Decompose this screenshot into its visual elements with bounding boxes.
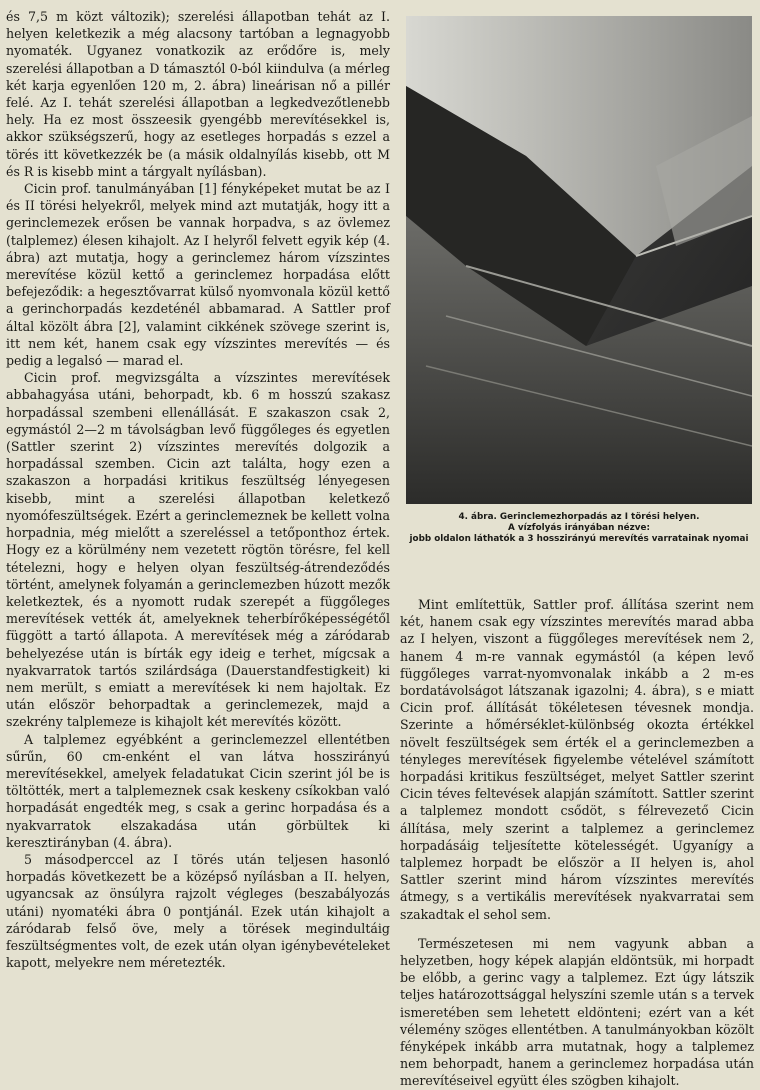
- caption-line: jobb oldalon láthatók a 3 hosszirányú merevítés varratainak nyomai: [409, 534, 749, 544]
- right-text-column: [400, 596, 754, 1090]
- buckled-girder-photo: [406, 16, 752, 504]
- caption-line: 4. ábra. Gerinclemezhorpadás az I törési helyen.: [458, 512, 700, 522]
- paragraph: Mint említettük, Sattler prof. állítása szerint nem két, hanem csak egy vízszintes merevítés marad abba az I helyen, viszont a függőleges merevítések nem 2, hanem 4 m-re vannak egymástól (a képen levő függőleges varrat-nyomvonalak inkább a 2 m-es bordatávolságot látszanak igazolni; 4. ábra), s e miatt Cicin prof. állítását tökéletesen tévesnek mondja. Szerinte a hőmérséklet-különbség okozta értékkel növelt feszültségek sem érték el a gerinclemezben a tényleges merevítések figyelembe vételével számított horpadási kritikus feszültséget, melyet Sattler szerint Cicin téves feltevések alapján számított. Sattler szerint a talplemez mondott csődöt, s félrevezető Cicin állítása, mely szerint a talplemez a gerinclemez horpadásáig teljesítette kötelességét. Ugyanígy a talplemez horpadt be először a II helyen is, ahol Sattler szerint mind három vízszintes merevítés átmegy, s a vertikális merevítések nyakvarratai sem szakadtak el sehol sem.: [400, 597, 754, 922]
- paragraph: Cicin prof. megvizsgálta a vízszintes merevítések abbahagyása utáni, behorpadt, kb. 6 m hosszú szakasz horpadással szembeni ellenállását. E szakaszon csak 2, egymástól 2—2 m távolságban levő függőleges és egyetlen (Sattler szerint 2) vízszintes merevítés dolgozik a horpadással szemben. Cicin azt találta, hogy ezen a szakaszon a horpadási kritikus feszültség lényegesen kisebb, mint a szerelési állapotban keletkező nyomófeszültségek. Ezért a gerinclemeznek be kellett volna horpadnia, még mielőtt a szereléssel a tetőponthoz értek. Hogy ez a körülmény nem vezetett rögtön törésre, fel kell tételezni, hogy e helyen olyan feszültség-átrendeződés történt, amelynek folyamán a gerinclemezben húzott mezők keletkeztek, és a nyomott rudak szerepét a függőleges merevítések vették át, amelyeknek teherbírőképességétől függött a tartó állapota. A merevítések még a záródarab behelyezése után is bírták egy ideig e terhet, mígcsak a nyakvarratok tartós szilárdsága (Dauerstandfestigkeit) ki nem merült, s emiatt a merevítések ki nem hajoltak. Ez után először behorpadtak a gerinclemezek, majd a szekrény talplemeze is kihajolt két merevítés között.: [6, 370, 390, 730]
- paragraph: Természetesen mi nem vagyunk abban a helyzetben, hogy képek alapján eldöntsük, mi horpadt be előbb, a gerinc vagy a talplemez. Ezt úgy látszik teljes határozottsággal helyszíni szemle után s a tervek ismeretében sem lehetett eldönteni; ezért van a két vélemény szöges ellentétben. A tanulmányokban közölt fényképek inkább arra mutatnak, hogy a talplemez nem behorpadt, hanem a gerinclemez horpadása után merevítéseivel együtt éles szögben kihajolt.: [400, 935, 754, 1089]
- left-text-column: [6, 8, 390, 971]
- paragraph: 5 másodperccel az I törés után teljesen hasonló horpadás következett be a középső nyílásban a II. helyen, ugyancsak az önsúlyra rajzolt végleges (beszabályozás utáni) nyomatéki ábra 0 pontjánál. Ezek után kihajolt a záródarab felső öve, mely a törések megindultáig feszültségmentes volt, de ezek után olyan igénybevételeket kapott, melyekre nem méretezték.: [6, 851, 390, 971]
- figure-photo: [406, 16, 752, 504]
- figure-caption: [404, 512, 754, 545]
- paragraph: Cicin prof. tanulmányában [1] fényképeket mutat be az I és II törési helyekről, melyek mind azt mutatják, hogy itt a gerinclemezek erősen be vannak horpadva, s az övlemez (talplemez) élesen kihajolt. Az I helyről felvett egyik kép (4. ábra) azt mutatja, hogy a gerinclemez három vízszintes merevítése közül kettő a gerinclemez horpadása előtt befejeződik: a hegesztővarrat külső nyomvonala közül kettő a gerinchorpadás kezdeténél abbamarad. A Sattler prof által közölt ábra [2], valamint cikkének szövege szerint is, itt nem két, hanem csak egy vízszintes merevítés — és pedig a legalsó — marad el.: [6, 181, 390, 369]
- caption-line: A vízfolyás irányában nézve:: [508, 523, 650, 533]
- paragraph: A talplemez egyébként a gerinclemezzel ellentétben sűrűn, 60 cm-enként el van látva hosszirányú merevítésekkel, amelyek feladatukat Cicin szerint jól be is töltötték, mert a talplemeznek csak keskeny csíkokban való horpadását engedték meg, s csak a gerinc horpadása és a nyakvarratok elszakadása után görbültek ki keresztirányban (4. ábra).: [6, 731, 390, 850]
- paragraph: és 7,5 m közt változik); szerelési állapotban tehát az I. helyen keletkezik a még alacsony tartóban a legnagyobb nyomaték. Ugyanez vonatkozik az erődőre is, mely szerelési állapotban a D támasztól 0-ból kiindulva (a mérleg két karja egyenlően 120 m, 2. ábra) lineárisan nő a pillér felé. Az I. tehát szerelési állapotban a legkedvezőtlenebb hely. Ha ez most összeesik gyengébb merevítésekkel is, akkor szükségszerű, hogy az esetleges horpadás s ezzel a törés itt következzék be (a másik oldalnyílás kisebb, ott M és R is kisebb mint a tárgyalt nyílásban).: [6, 9, 390, 179]
